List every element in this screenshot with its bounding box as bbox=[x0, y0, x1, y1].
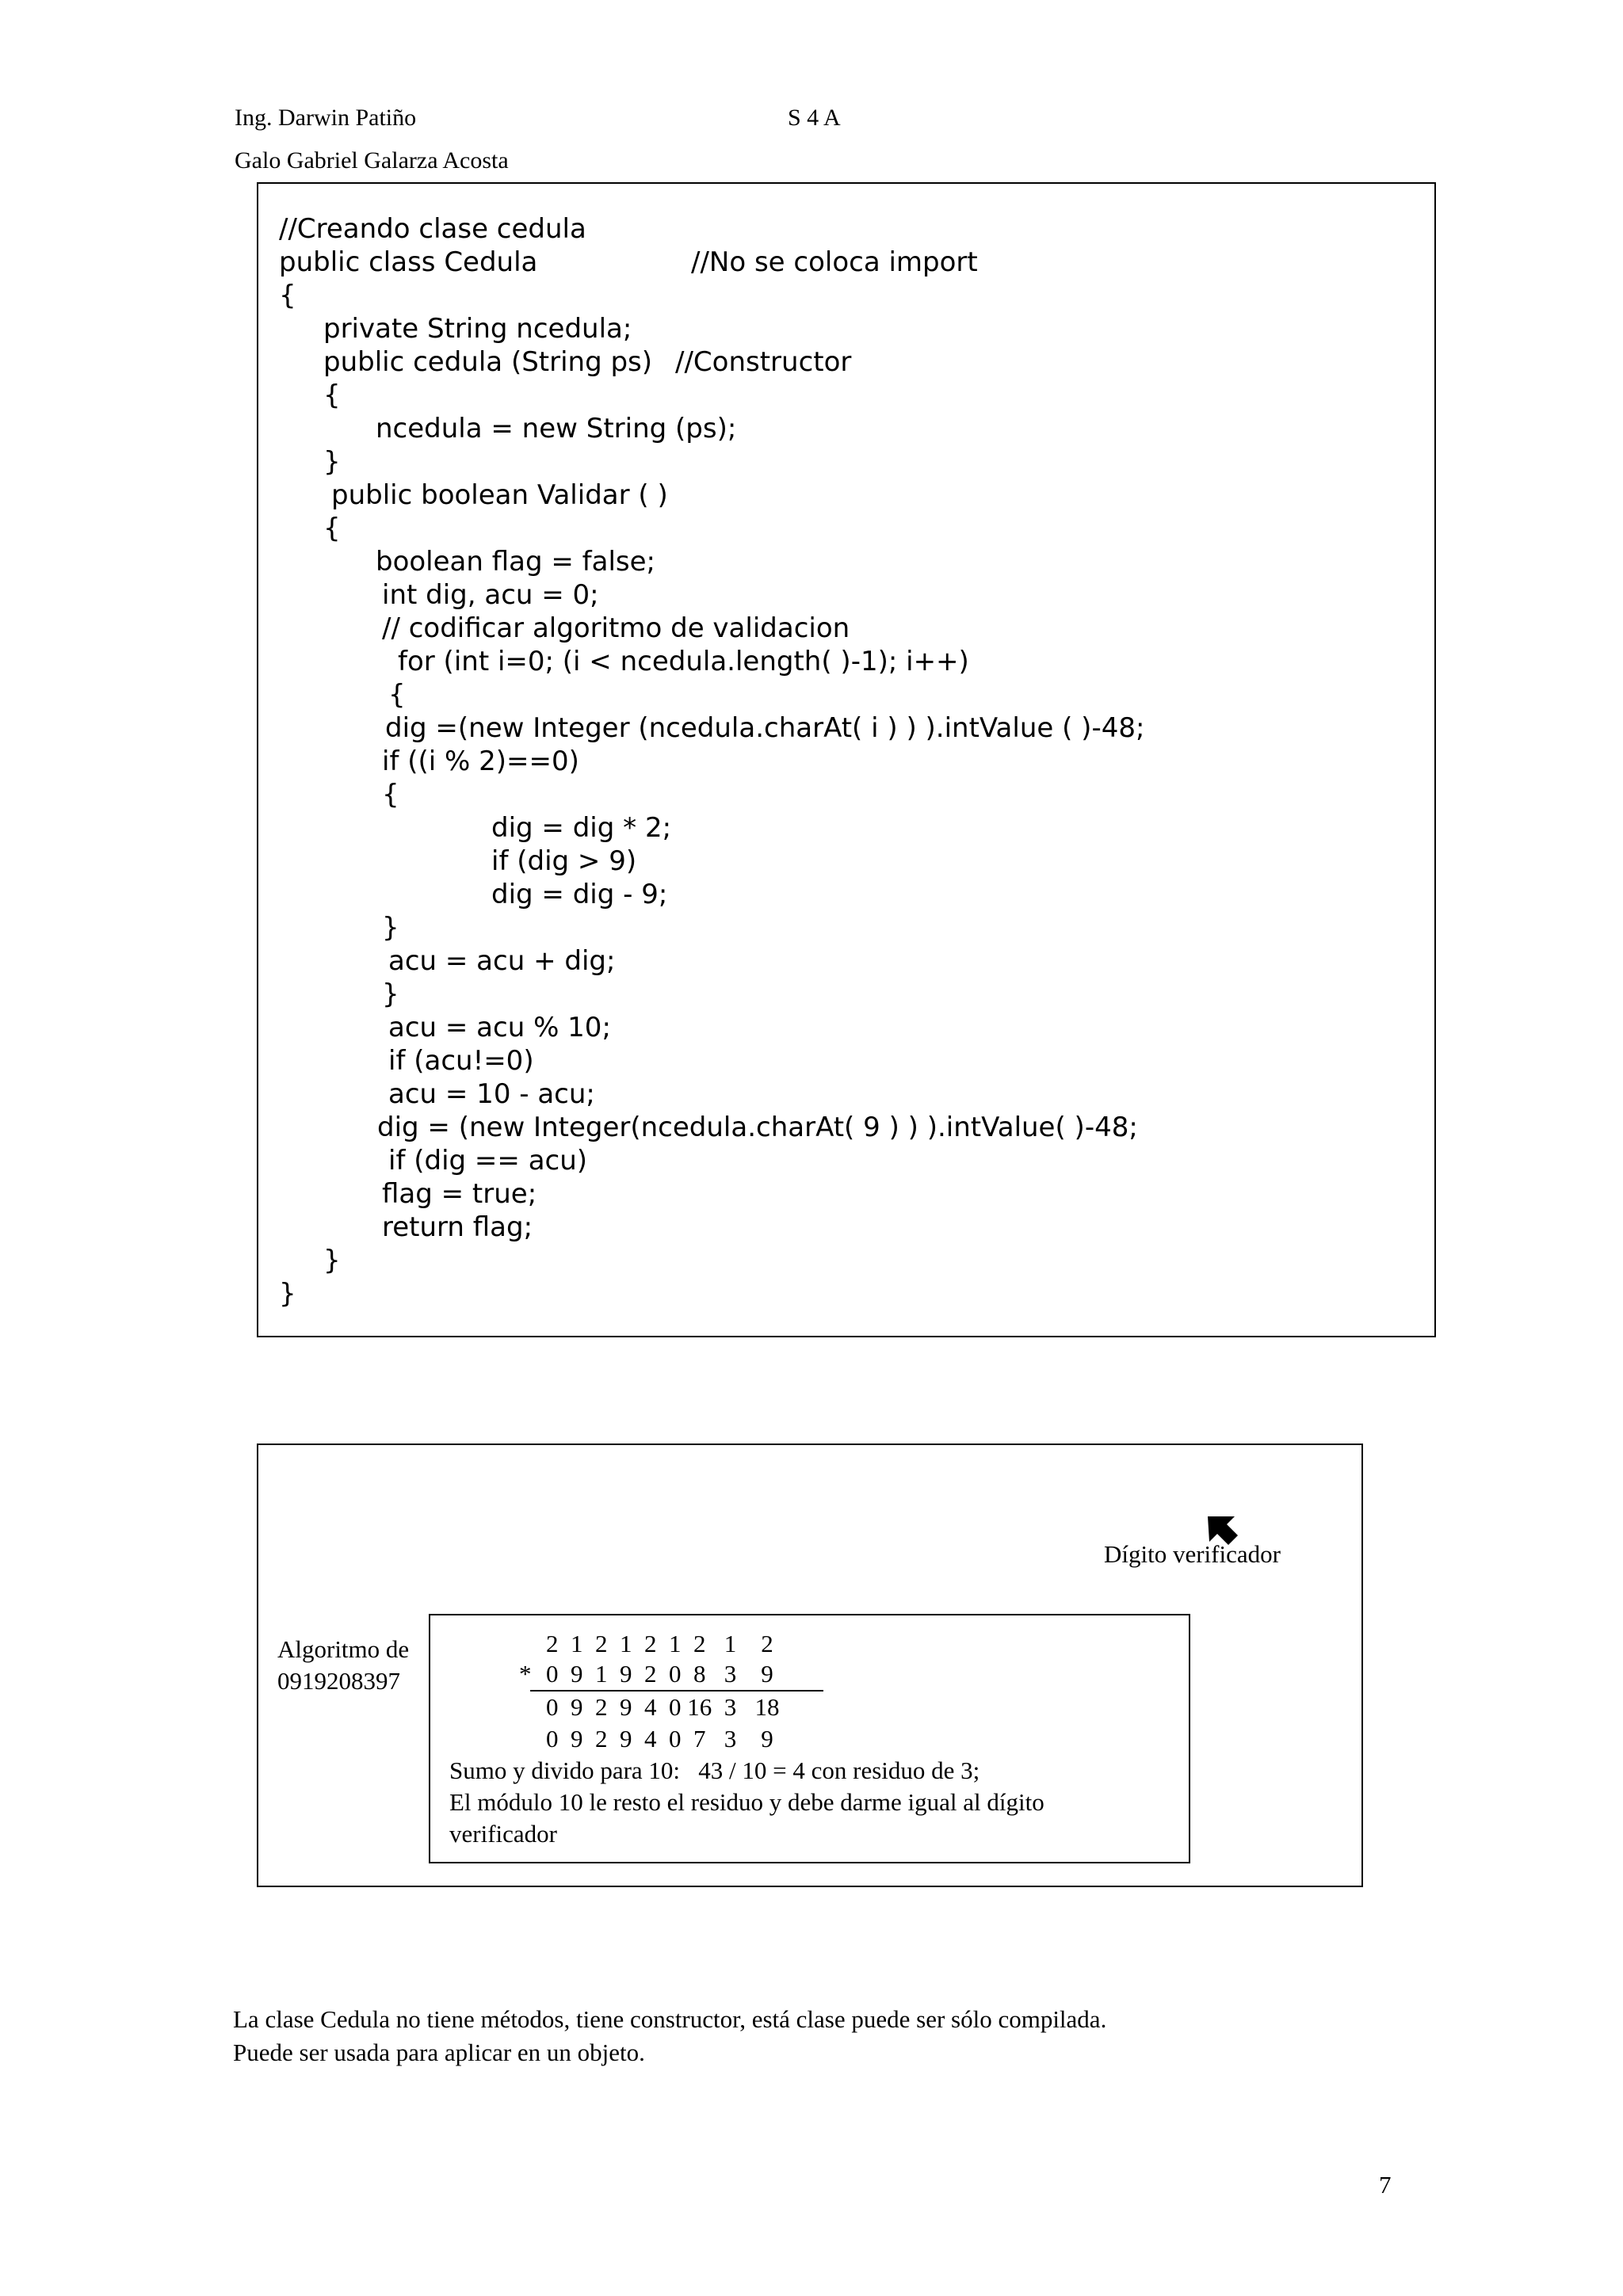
student-line: Galo Gabriel Galarza Acosta bbox=[235, 147, 509, 174]
modulo-explanation-cont: verificador bbox=[449, 1820, 557, 1848]
code-line: boolean flag = false; bbox=[376, 546, 656, 578]
reduced-row: 0 9 2 9 4 0 7 3 9 bbox=[546, 1725, 773, 1753]
modulo-explanation: El módulo 10 le resto el residuo y debe darme igual al dígito bbox=[449, 1788, 1044, 1816]
header-section: S 4 A bbox=[788, 105, 841, 131]
code-line: } bbox=[382, 912, 399, 944]
author-line: Ing. Darwin Patiño bbox=[235, 105, 417, 131]
code-comment: //Constructor bbox=[675, 346, 852, 378]
code-line: } bbox=[279, 1278, 296, 1310]
footer-text bbox=[233, 2003, 1106, 2069]
code-line: for (int i=0; (i < ncedula.length( )-1); i++) bbox=[398, 646, 969, 677]
code-line: public class Cedula bbox=[279, 246, 538, 278]
code-line: // codificar algoritmo de validacion bbox=[382, 612, 850, 644]
code-line: ncedula = new String (ps); bbox=[376, 413, 737, 444]
code-line: { bbox=[382, 779, 399, 810]
code-line: } bbox=[323, 1245, 341, 1276]
code-line: public cedula (String ps) bbox=[323, 346, 653, 378]
code-line: if ((i % 2)==0) bbox=[382, 746, 579, 777]
code-line: dig = dig - 9; bbox=[491, 879, 668, 910]
code-line: } bbox=[323, 446, 341, 478]
code-comment: //No se coloca import bbox=[691, 246, 978, 278]
arrow-icon bbox=[1206, 1515, 1241, 1550]
code-line: //Creando clase cedula bbox=[279, 213, 586, 245]
product-row: 0 9 2 9 4 0 16 3 18 bbox=[546, 1693, 780, 1721]
code-line: return flag; bbox=[382, 1211, 533, 1243]
page-number: 7 bbox=[1379, 2171, 1392, 2199]
header-author bbox=[235, 97, 509, 182]
side-label-number: 0919208397 bbox=[277, 1667, 400, 1695]
code-line: dig = (new Integer(ncedula.charAt( 9 ) ) ).intValue( )-48; bbox=[377, 1112, 1138, 1143]
code-line: private String ncedula; bbox=[323, 313, 632, 345]
sum-explanation: Sumo y divido para 10: 43 / 10 = 4 con residuo de 3; bbox=[449, 1756, 980, 1784]
code-line: if (dig > 9) bbox=[491, 845, 637, 877]
code-line: acu = 10 - acu; bbox=[388, 1078, 595, 1110]
code-line: { bbox=[323, 513, 341, 544]
code-line: public boolean Validar ( ) bbox=[331, 479, 668, 511]
footer-line: Puede ser usada para aplicar en un objeto. bbox=[233, 2039, 645, 2066]
id-digits-row: 0 9 1 9 2 0 8 3 9 bbox=[546, 1660, 773, 1688]
code-line: acu = acu % 10; bbox=[388, 1012, 611, 1043]
multiplier-row: 2 1 2 1 2 1 2 1 2 bbox=[546, 1630, 773, 1657]
code-line: if (dig == acu) bbox=[388, 1145, 588, 1177]
digit-verifier-label: Dígito verificador bbox=[1104, 1540, 1281, 1568]
sum-rule bbox=[530, 1690, 823, 1691]
code-line: { bbox=[323, 379, 341, 411]
footer-line: La clase Cedula no tiene métodos, tiene constructor, está clase puede ser sólo compilada. bbox=[233, 2005, 1107, 2033]
code-line: if (acu!=0) bbox=[388, 1045, 534, 1077]
code-line: { bbox=[279, 280, 296, 311]
code-line: int dig, acu = 0; bbox=[382, 579, 599, 611]
code-line: } bbox=[382, 978, 399, 1010]
code-line: flag = true; bbox=[382, 1178, 537, 1210]
code-listing-box bbox=[257, 182, 1436, 1337]
code-line: acu = acu + dig; bbox=[388, 945, 616, 977]
side-label: Algoritmo de bbox=[277, 1635, 410, 1663]
operator-symbol: * bbox=[519, 1660, 532, 1688]
calculation-box bbox=[429, 1614, 1190, 1863]
code-line: { bbox=[388, 679, 406, 711]
code-line: dig = dig * 2; bbox=[491, 812, 672, 844]
code-line: dig =(new Integer (ncedula.charAt( i ) ) ).intValue ( )-48; bbox=[385, 712, 1145, 744]
